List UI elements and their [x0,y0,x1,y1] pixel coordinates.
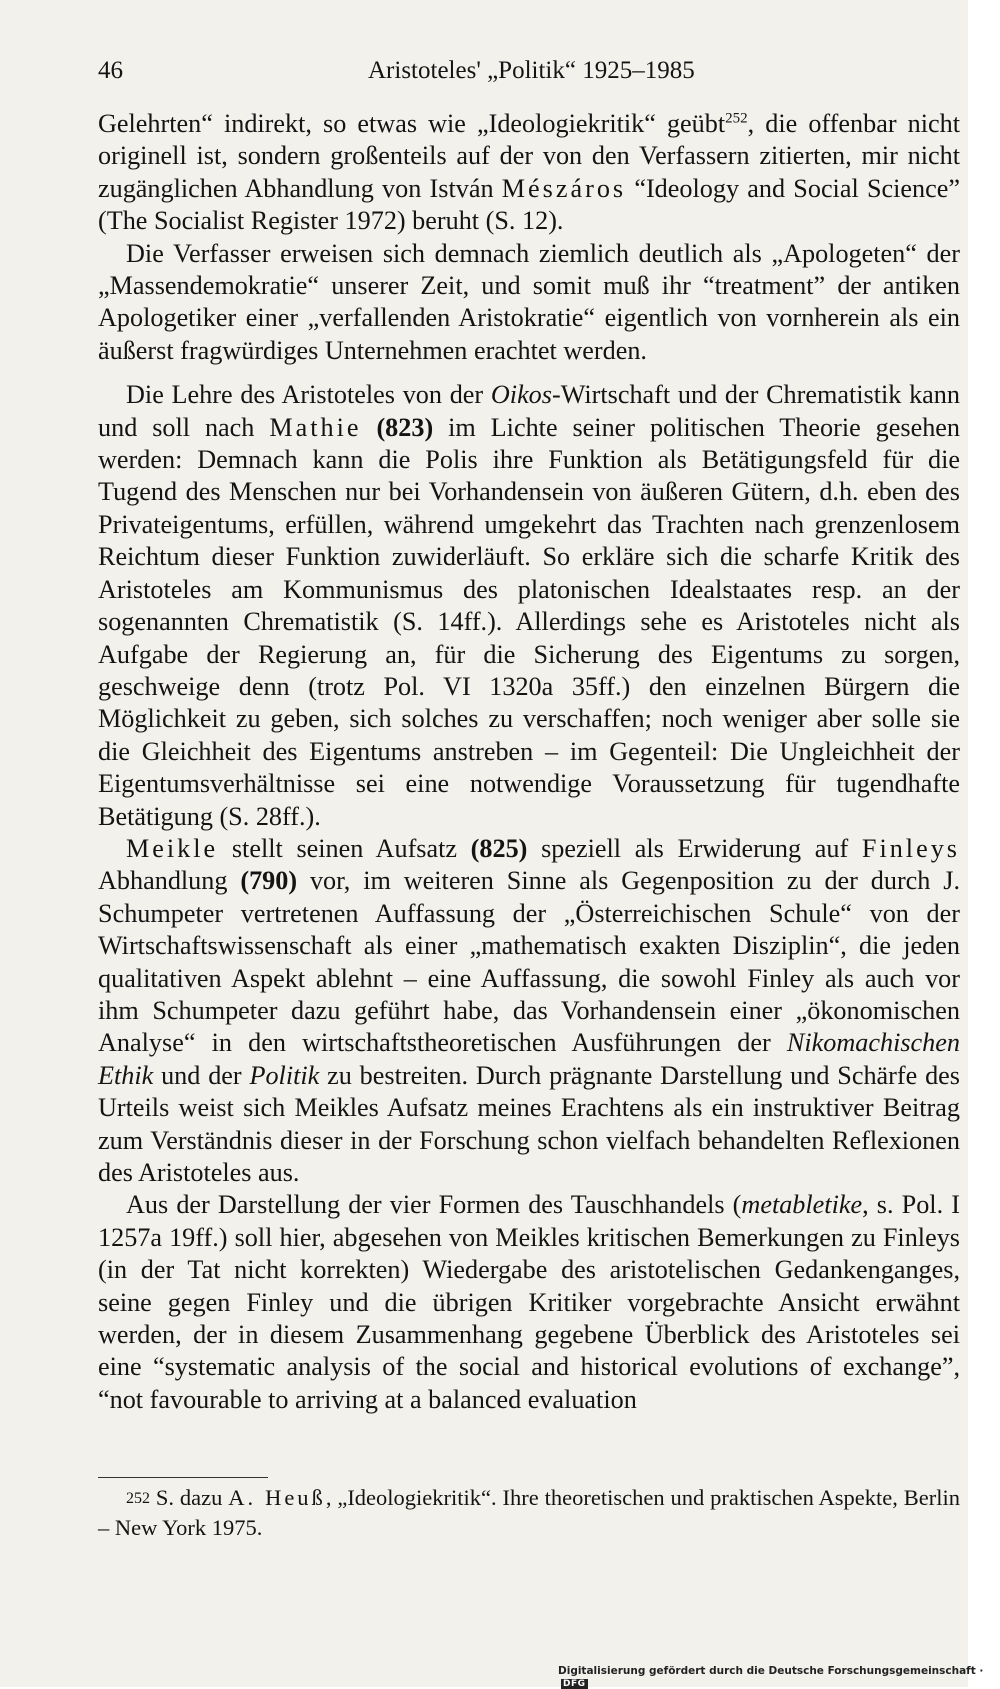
paragraph-3 [98,379,960,833]
digitization-credit: Digitalisierung gefördert durch die Deutsche Forschungsgemeinschaft ·DFG [558,1665,984,1689]
page-header [98,55,958,95]
text-run: S. dazu [150,1485,229,1510]
credit-text: Digitalisierung gefördert durch die Deutsche Forschungsgemeinschaft [558,1665,976,1677]
paragraph-2: Die Verfasser erweisen sich demnach ziemlich deutlich als „Apologeten“ der „Massendemokratie“ unserer Zeit, und somit muß ihr “treatment” der antiken Apologetiker einer „verfallenden Aristokratie“ eigentlich von vornherein als ein äußerst fragwürdiges Unternehmen erachtet werden. [98,238,960,365]
footnote-text [98,1483,960,1542]
text-run: Die Lehre des Aristoteles von der [126,380,491,410]
page-margin [968,0,1000,1687]
italic-term: metabletike [741,1190,863,1220]
paragraph-5 [98,1189,960,1416]
text-run: und der [153,1060,250,1090]
italic-title: Nikomachischen Ethik [98,1028,960,1090]
author-name: Mészáros [501,173,627,203]
page-number: 46 [98,57,123,84]
text-run: zu bestreiten. Durch prägnante Darstellung und Schärfe des Urteils weist sich Meikles Aufsatz meines Erachtens als ein instruktiver Beitrag zum Verständnis dieser in der Forschung schon vielfach behandelten Reflexionen des Aristoteles aus. [98,1060,960,1187]
dfg-logo: DFG [563,1679,586,1689]
footnote-divider [98,1477,268,1478]
running-title: Aristoteles' „Politik“ 1925–1985 [368,57,695,84]
text-run: , die offenbar nicht originell ist, sondern großenteils auf der von den Verfassern zitierten, mir nicht zugänglichen Abhandlung von István [98,109,961,203]
italic-title: Politik [249,1060,320,1090]
text-run: , „Ideologiekritik“. Ihre theoretischen und praktischen Aspekte, Berlin – New York 1975. [98,1485,960,1540]
italic-term: Oikos [490,380,552,410]
text-run: im Lichte seiner politischen Theorie gesehen werden: Demnach kann die Polis ihre Funktion als Betätigungsfeld für die Tugend des Menschen nur bei Vorhandensein von äußeren Gütern, d.h. eben des Privateigentums, erfüllen, während umgekehrt das Trachten nach grenzenlosem Reichtum dieser Funktion zuwiderläuft. So erkläre sich die scharfe Kritik des Aristoteles am Kommunismus des platonischen Idealstaates resp. an der sogenannten Chrematistik (S. 14ff.). Allerdings sehe es Aristoteles nicht als Aufgabe der Regierung an, für die Sicherung des Eigentums zu sorgen, geschweige denn (trotz Pol. VI 1320a 35ff.) den einzelnen Bürgern die Möglichkeit zu geben, sich solches zu verschaffen; noch weniger aber solle sie die Gleichheit des Eigentums anstreben – im Gegenteil: Die Ungleichheit der Eigentumsverhältnisse sei eine notwendige Voraussetzung für tugendhafte Betätigung (S. 28ff.). [98,412,961,831]
bibliography-number: (790) [240,866,298,896]
author-name: A. Heuß [228,1485,326,1510]
text-run: , s. Pol. I 1257a 19ff.) soll hier, abgesehen von Meikles kritischen Bemerkungen zu Finleys (in der Tat nicht korrekten) Wiedergabe des aristotelischen Gedankenganges, seine gegen Finley und die übrigen Kritiker vorgebrachte Ansicht erwähnt werden, der in diesem Zusammenhang gegebene Überblick des Aristoteles sei eine “systematic analysis of the social and historical evolutions of exchange”, “not favourable to arriving at a balanced evaluation [98,1190,960,1414]
text-run: Gelehrten“ indirekt, so etwas wie „Ideologiekritik“ geübt [98,109,726,138]
body-text [98,108,960,1416]
footnote [98,1483,960,1542]
text-run: speziell als Erwiderung auf [527,833,862,863]
text-run: “Ideology and Social Science” (The Socialist Register 1972) beruht (S. 12). [98,173,960,236]
text-run: Abhandlung [98,866,241,896]
text-run: vor, im weiteren Sinne als Gegenposition zu der durch J. Schumpeter vertretenen Auffassung der „Österreichischen Schule“ von der Wirtschaftswissenschaft als einer „mathematisch exakten Disziplin“, die jeden qualitativen Aspekt ablehnt – eine Auffassung, die sowohl Finley als auch vor ihm Schumpeter dazu geführt habe, das Vorhandensein einer „ökonomischen Analyse“ in den wirtschaftstheoretischen Ausführungen der [98,866,960,1058]
text-run: stellt seinen Aufsatz [218,833,471,863]
paragraph-1 [98,108,960,238]
paragraph-4 [98,833,960,1189]
text-run: -Wirtschaft und der Chrematistik kann und soll nach [98,380,960,442]
footnote-reference: 252 [725,110,748,127]
text-run: Aus der Darstellung der vier Formen des Tauschhandels ( [126,1190,742,1220]
author-name: Meikle [126,833,219,863]
bibliography-number: (825) [470,833,528,863]
author-name: Finleys [861,833,960,863]
bibliography-number: (823) [376,412,434,442]
author-name: Mathie [269,412,362,442]
footnote-number: 252 [126,1490,150,1507]
